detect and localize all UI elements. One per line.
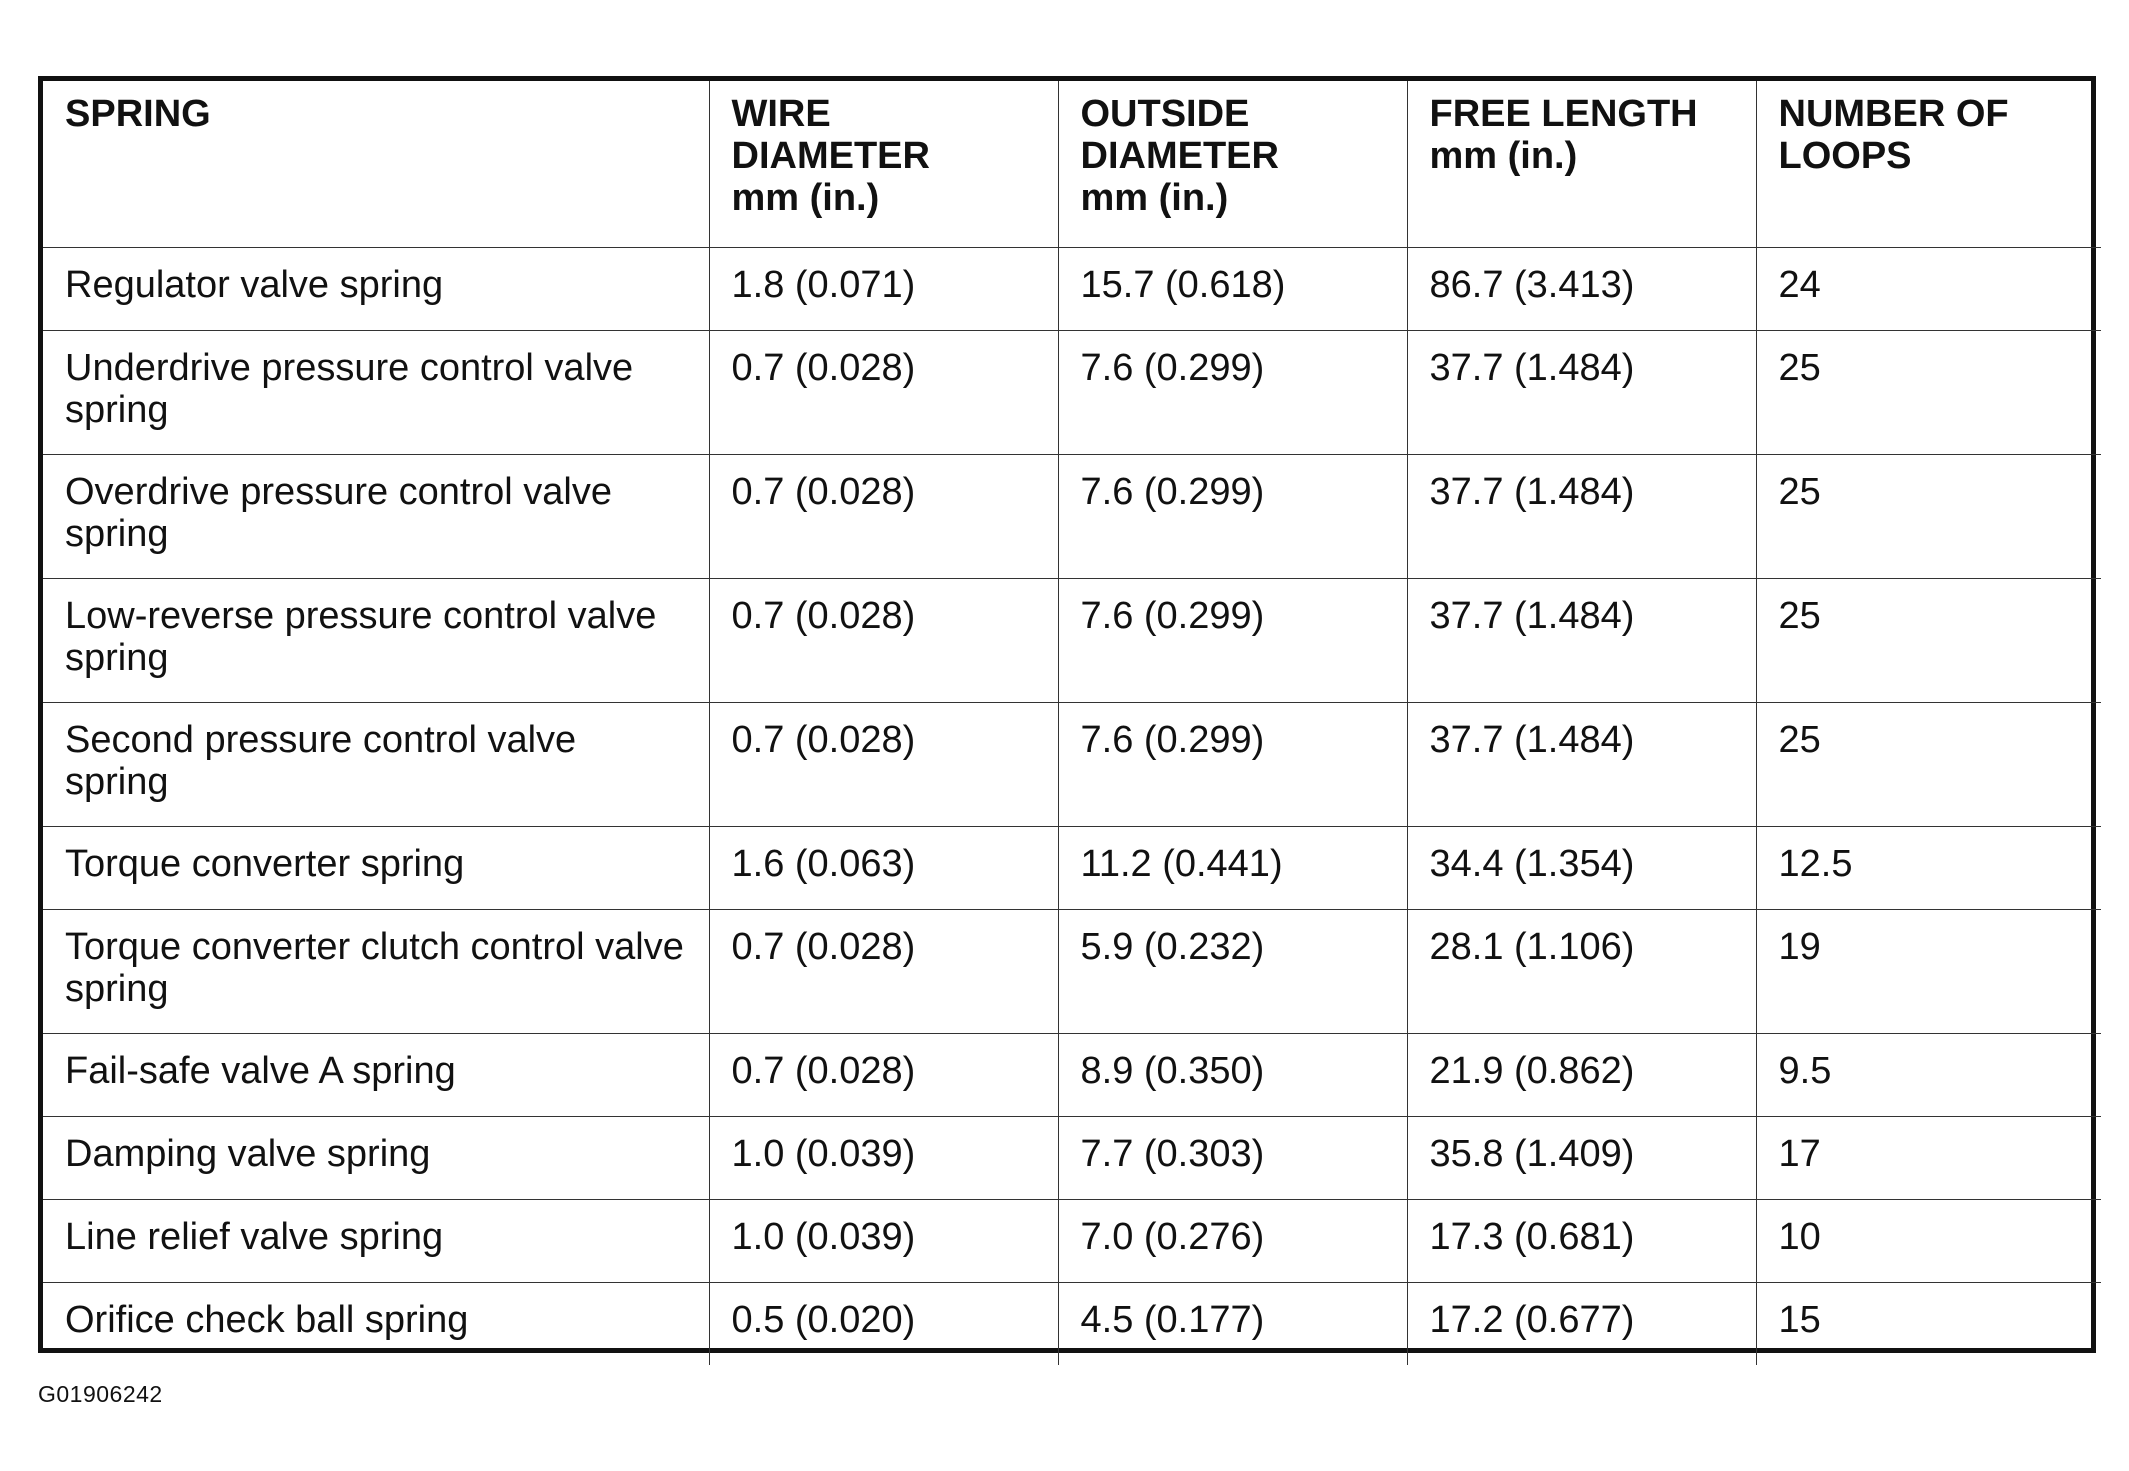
spring-name-cell: Damping valve spring (43, 1116, 709, 1199)
free-length-cell: 37.7 (1.484) (1407, 702, 1756, 826)
table-body (43, 247, 2101, 1365)
outside-diameter-cell: 7.0 (0.276) (1058, 1199, 1407, 1282)
number-of-loops-cell: 12.5 (1756, 826, 2101, 909)
number-of-loops-cell: 15 (1778, 1298, 1821, 1341)
free-length-cell: 37.7 (1.484) (1407, 330, 1756, 454)
free-length-cell: 86.7 (3.413) (1407, 247, 1756, 330)
number-of-loops-cell: 25 (1756, 454, 2101, 578)
outside-diameter-cell: 7.6 (0.299) (1058, 454, 1407, 578)
free-length-cell: 17.3 (0.681) (1407, 1199, 1756, 1282)
table-row (43, 578, 2101, 702)
spring-name-cell: Low-reverse pressure control valve spring (43, 578, 709, 702)
outside-diameter-cell: 11.2 (0.441) (1058, 826, 1407, 909)
table-row (43, 247, 2101, 330)
table-row (43, 702, 2101, 826)
header-free-length: FREE LENGTH mm (in.) (1407, 81, 1756, 247)
number-of-loops-cell: 24 (1756, 247, 2101, 330)
table-row (43, 454, 2101, 578)
outside-diameter-cell: 5.9 (0.232) (1058, 909, 1407, 1033)
spring-spec-table (43, 81, 2101, 1365)
outside-diameter-cell: 7.6 (0.299) (1058, 330, 1407, 454)
wire-diameter-cell: 1.6 (0.063) (709, 826, 1058, 909)
outside-diameter-cell: 4.5 (0.177) (1058, 1282, 1407, 1365)
number-of-loops-cell: 25 (1756, 702, 2101, 826)
spring-name-cell: Orifice check ball spring (43, 1282, 709, 1365)
wire-diameter-cell: 0.7 (0.028) (709, 330, 1058, 454)
outside-diameter-cell: 15.7 (0.618) (1058, 247, 1407, 330)
free-length-cell: 17.2 (0.677) (1407, 1282, 1756, 1365)
outside-diameter-cell: 7.6 (0.299) (1058, 702, 1407, 826)
table-header-row (43, 81, 2101, 247)
wire-diameter-cell: 1.0 (0.039) (709, 1199, 1058, 1282)
table-row (43, 330, 2101, 454)
figure-id: G01906242 (38, 1381, 163, 1407)
spring-name-cell: Overdrive pressure control valve spring (43, 454, 709, 578)
number-of-loops-cell: 10 (1756, 1199, 2101, 1282)
table-row (43, 1282, 2101, 1365)
outside-diameter-cell: 8.9 (0.350) (1058, 1033, 1407, 1116)
table-row (43, 826, 2101, 909)
table-row (43, 1199, 2101, 1282)
spring-spec-table-frame (38, 76, 2096, 1353)
wire-diameter-cell: 0.7 (0.028) (709, 578, 1058, 702)
header-spring: SPRING (43, 81, 709, 247)
free-length-cell: 37.7 (1.484) (1407, 578, 1756, 702)
spring-name-cell: Underdrive pressure control valve spring (43, 330, 709, 454)
wire-diameter-cell: 0.5 (0.020) (709, 1282, 1058, 1365)
wire-diameter-cell: 0.7 (0.028) (709, 909, 1058, 1033)
table-row (43, 909, 2101, 1033)
spring-name-cell: Line relief valve spring (43, 1199, 709, 1282)
header-wire-diameter: WIRE DIAMETER mm (in.) (709, 81, 1058, 247)
spring-name-cell: Fail-safe valve A spring (43, 1033, 709, 1116)
wire-diameter-cell: 1.8 (0.071) (709, 247, 1058, 330)
table-row (43, 1116, 2101, 1199)
free-length-cell: 21.9 (0.862) (1407, 1033, 1756, 1116)
table-row (43, 1033, 2101, 1116)
number-of-loops-cell: 19 (1756, 909, 2101, 1033)
spring-name-cell: Regulator valve spring (43, 247, 709, 330)
spring-name-cell: Second pressure control valve spring (43, 702, 709, 826)
outside-diameter-cell: 7.6 (0.299) (1058, 578, 1407, 702)
free-length-cell: 28.1 (1.106) (1407, 909, 1756, 1033)
number-of-loops-cell: 17 (1756, 1116, 2101, 1199)
number-of-loops-cell: 9.5 (1756, 1033, 2101, 1116)
wire-diameter-cell: 0.7 (0.028) (709, 454, 1058, 578)
wire-diameter-cell: 1.0 (0.039) (709, 1116, 1058, 1199)
number-of-loops-cell: 25 (1756, 578, 2101, 702)
header-outside-diameter: OUTSIDE DIAMETER mm (in.) (1058, 81, 1407, 247)
spring-name-cell: Torque converter spring (43, 826, 709, 909)
header-number-of-loops: NUMBER OF LOOPS (1756, 81, 2101, 247)
wire-diameter-cell: 0.7 (0.028) (709, 702, 1058, 826)
spring-name-cell: Torque converter clutch control valve spring (43, 909, 709, 1033)
number-of-loops-cell: 25 (1756, 330, 2101, 454)
outside-diameter-cell: 7.7 (0.303) (1058, 1116, 1407, 1199)
free-length-cell: 35.8 (1.409) (1407, 1116, 1756, 1199)
free-length-cell: 34.4 (1.354) (1407, 826, 1756, 909)
free-length-cell: 37.7 (1.484) (1407, 454, 1756, 578)
wire-diameter-cell: 0.7 (0.028) (709, 1033, 1058, 1116)
